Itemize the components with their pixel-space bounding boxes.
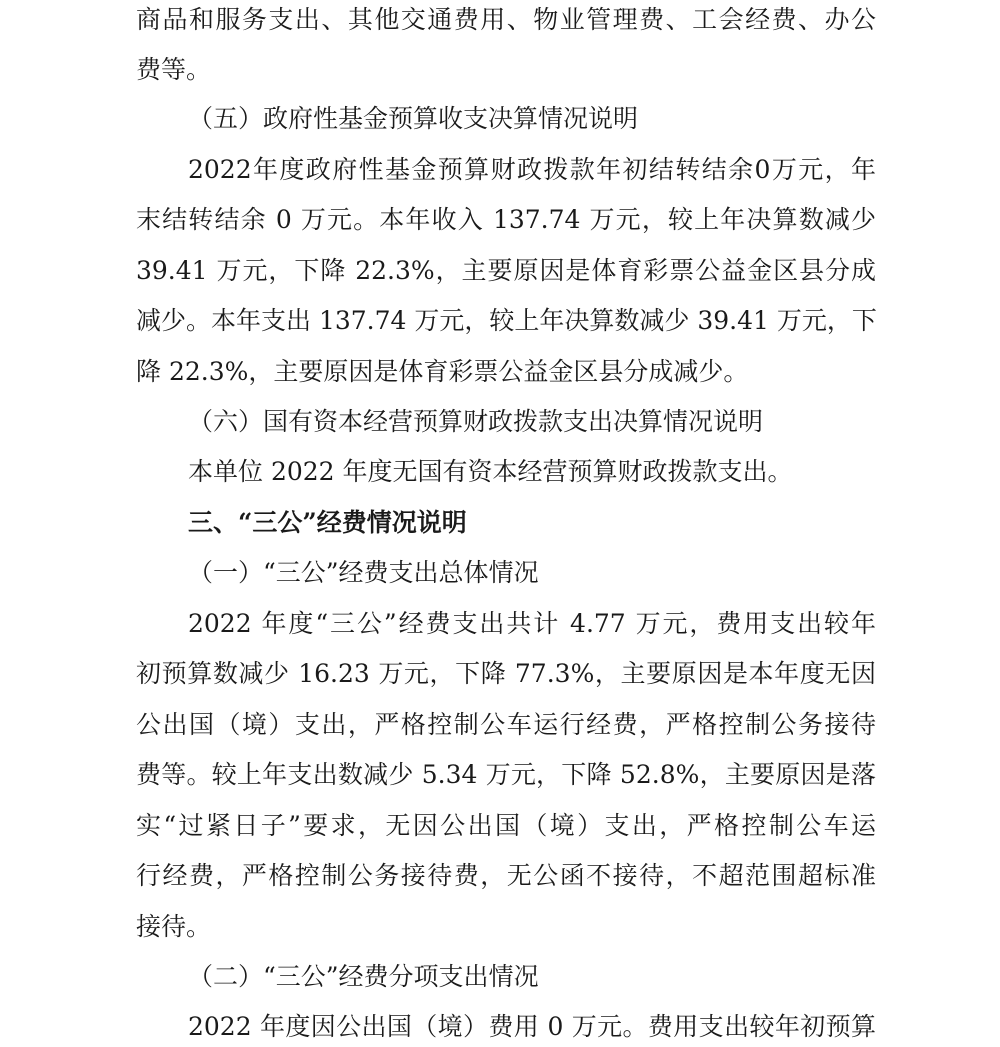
body-text-line: 接待。 [136, 912, 212, 941]
body-text-line: 商品和服务支出、其他交通费用、物业管理费、工会经费、办公 [136, 5, 876, 34]
body-text-line: 行经费，严格控制公务接待费，无公函不接待，不超范围超标准 [136, 861, 876, 890]
chapter-heading-3: 三、“三公”经费情况说明 [188, 508, 467, 537]
body-text-line: 末结转结余 0 万元。本年收入 137.74 万元，较上年决算数减少 [136, 205, 876, 234]
body-text-line: 实“过紧日子”要求，无因公出国（境）支出，严格控制公车运 [136, 811, 876, 840]
section-heading-2: （二）“三公”经费分项支出情况 [188, 962, 539, 991]
body-text-line: 费等。 [136, 55, 212, 84]
body-text-line: 费等。较上年支出数减少 5.34 万元，下降 52.8%，主要原因是落 [136, 760, 876, 789]
body-text-line: 公出国（境）支出，严格控制公车运行经费，严格控制公务接待 [136, 710, 876, 739]
body-text-line: 初预算数减少 16.23 万元，下降 77.3%，主要原因是本年度无因 [136, 659, 876, 688]
body-text-line: 2022 年度因公出国（境）费用 0 万元。费用支出较年初预算 [188, 1012, 876, 1041]
body-text-line: 2022 年度“三公”经费支出共计 4.77 万元，费用支出较年 [188, 609, 876, 638]
body-text-line: 2022年度政府性基金预算财政拨款年初结转结余0万元，年 [188, 155, 876, 184]
section-heading-5: （五）政府性基金预算收支决算情况说明 [188, 104, 639, 133]
section-heading-6: （六）国有资本经营预算财政拨款支出决算情况说明 [188, 407, 764, 436]
section-heading-1: （一）“三公”经费支出总体情况 [188, 558, 539, 587]
body-text-line: 39.41 万元，下降 22.3%，主要原因是体育彩票公益金区县分成 [136, 256, 876, 285]
body-text-line: 降 22.3%，主要原因是体育彩票公益金区县分成减少。 [136, 357, 749, 386]
body-text-line: 减少。本年支出 137.74 万元，较上年决算数减少 39.41 万元，下 [136, 306, 877, 335]
body-text-line: 本单位 2022 年度无国有资本经营预算财政拨款支出。 [188, 457, 793, 486]
